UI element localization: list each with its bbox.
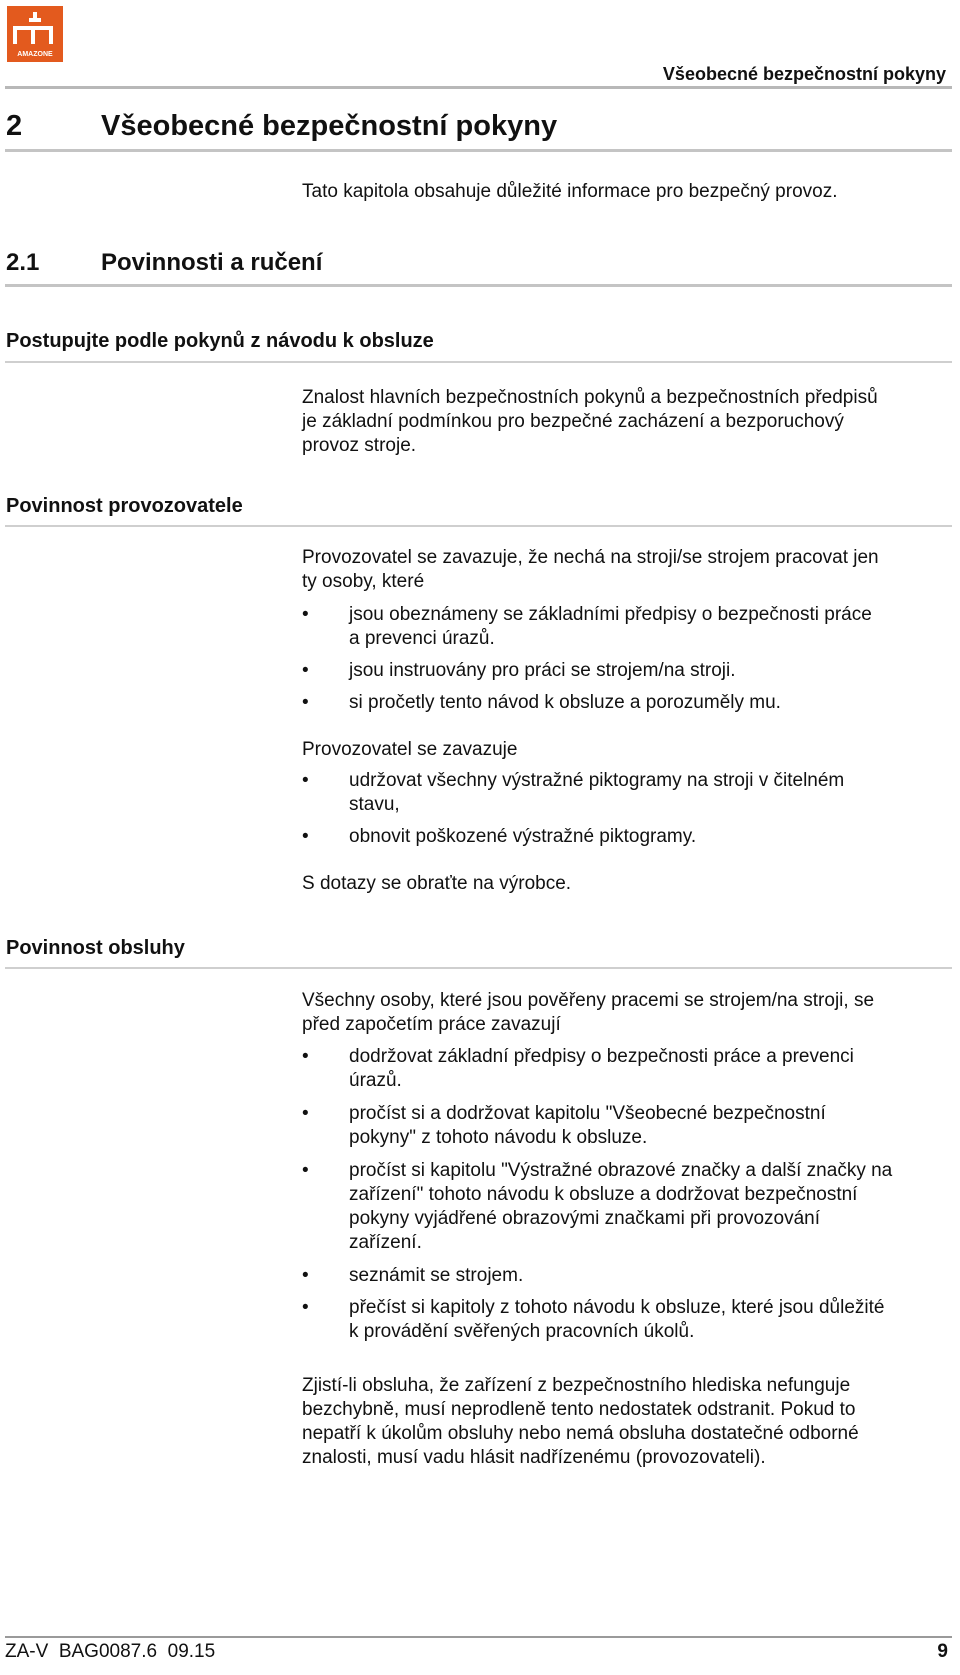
text-line: před započetím práce zavazují — [302, 1014, 561, 1035]
section-heading — [6, 249, 322, 277]
list-item: • pročíst si a dodržovat kapitolu "Všeobecné bezpečnostní pokyny" z tohoto návodu k obsluze. — [302, 1102, 942, 1150]
chapter-number: 2 — [6, 110, 23, 142]
amazone-logo-mark — [7, 6, 63, 62]
text-line: znalosti, musí vadu hlásit nadřízenému (provozovateli). — [302, 1447, 766, 1468]
operator-bullets-1b — [302, 659, 942, 683]
list-item: • dodržovat základní předpisy o bezpečnosti práce a prevenci úrazů. — [302, 1045, 942, 1093]
staff-bullet-2 — [302, 1102, 942, 1150]
section-rule — [5, 284, 952, 287]
section-number: 2.1 — [6, 249, 40, 276]
staff-closing — [302, 1374, 942, 1470]
subsection-rule-manual — [5, 361, 952, 363]
text-line: Zjistí-li obsluha, že zařízení z bezpečnostního hlediska nefunguje — [302, 1375, 851, 1396]
subsection-heading-operator: Povinnost provozovatele — [6, 495, 243, 517]
text-line: ty osoby, které — [302, 571, 425, 592]
operator-closing: S dotazy se obraťte na výrobce. — [302, 873, 572, 894]
document-id: ZA-V BAG0087.6 09.15 — [5, 1641, 216, 1662]
running-title: Všeobecné bezpečnostní pokyny — [662, 64, 946, 84]
staff-bullet-4 — [302, 1264, 942, 1288]
amazone-logo — [7, 6, 63, 62]
subsection-rule-operator — [5, 525, 952, 527]
chapter-intro: Tato kapitola obsahuje důležité informace pro bezpečný provoz. — [302, 181, 838, 202]
staff-bullet-1 — [302, 1045, 942, 1093]
text-line: nepatří k úkolům obsluhy nebo nemá obsluha dostatečné odborné — [302, 1423, 859, 1444]
subsection-heading-staff: Povinnost obsluhy — [6, 937, 185, 959]
list-item: • jsou instruovány pro práci se strojem/na stroji. — [302, 659, 942, 683]
footer-divider — [5, 1636, 952, 1638]
subsection-rule-staff — [5, 967, 952, 969]
staff-bullet-3 — [302, 1159, 942, 1255]
operator-bullets-2b — [302, 825, 942, 849]
header-divider — [5, 86, 952, 89]
operator-text — [302, 546, 942, 594]
text-line: Znalost hlavních bezpečnostních pokynů a bezpečnostních předpisů — [302, 387, 878, 408]
chapter-title: Všeobecné bezpečnostní pokyny — [101, 110, 558, 142]
logo-wordmark: AMAZONE — [17, 51, 53, 58]
manual-text — [302, 386, 942, 458]
text-line: je základní podmínkou pro bezpečné zacházení a bezporuchový — [302, 411, 844, 432]
operator-intro-2: Provozovatel se zavazuje — [302, 739, 518, 760]
list-item: • obnovit poškozené výstražné piktogramy. — [302, 825, 942, 849]
text-line: bezchybně, musí neprodleně tento nedostatek odstranit. Pokud to — [302, 1399, 856, 1420]
text-line: Všechny osoby, které jsou pověřeny pracemi se strojem/na stroji, se — [302, 990, 875, 1011]
list-item: • seznámit se strojem. — [302, 1264, 942, 1288]
chapter-heading — [6, 110, 557, 143]
list-item: • pročíst si kapitolu "Výstražné obrazové značky a další značky na zařízení" tohoto návodu k obsluze a dodržovat bezpečnostní pokyny vyjádřené obrazovými značkami při provozování zařízení. — [302, 1159, 942, 1255]
list-item: • si pročetly tento návod k obsluze a porozuměly mu. — [302, 691, 942, 715]
operator-bullets-1 — [302, 603, 942, 651]
operator-bullets-1c — [302, 691, 942, 715]
section-title: Povinnosti a ručení — [101, 249, 323, 276]
chapter-rule — [5, 149, 952, 152]
page-number: 9 — [937, 1641, 948, 1662]
subsection-heading-manual: Postupujte podle pokynů z návodu k obsluze — [6, 330, 434, 352]
list-item: • jsou obeznámeny se základními předpisy o bezpečnosti práce a prevenci úrazů. — [302, 603, 942, 651]
staff-bullet-5 — [302, 1296, 942, 1344]
staff-text — [302, 989, 942, 1037]
operator-bullets-2 — [302, 769, 942, 817]
text-line: provoz stroje. — [302, 435, 417, 456]
list-item: • udržovat všechny výstražné piktogramy na stroji v čitelném stavu, — [302, 769, 942, 817]
list-item: • přečíst si kapitoly z tohoto návodu k obsluze, které jsou důležité k provádění svěřených pracovních úkolů. — [302, 1296, 942, 1344]
text-line: Provozovatel se zavazuje, že nechá na stroji/se strojem pracovat jen — [302, 547, 879, 568]
